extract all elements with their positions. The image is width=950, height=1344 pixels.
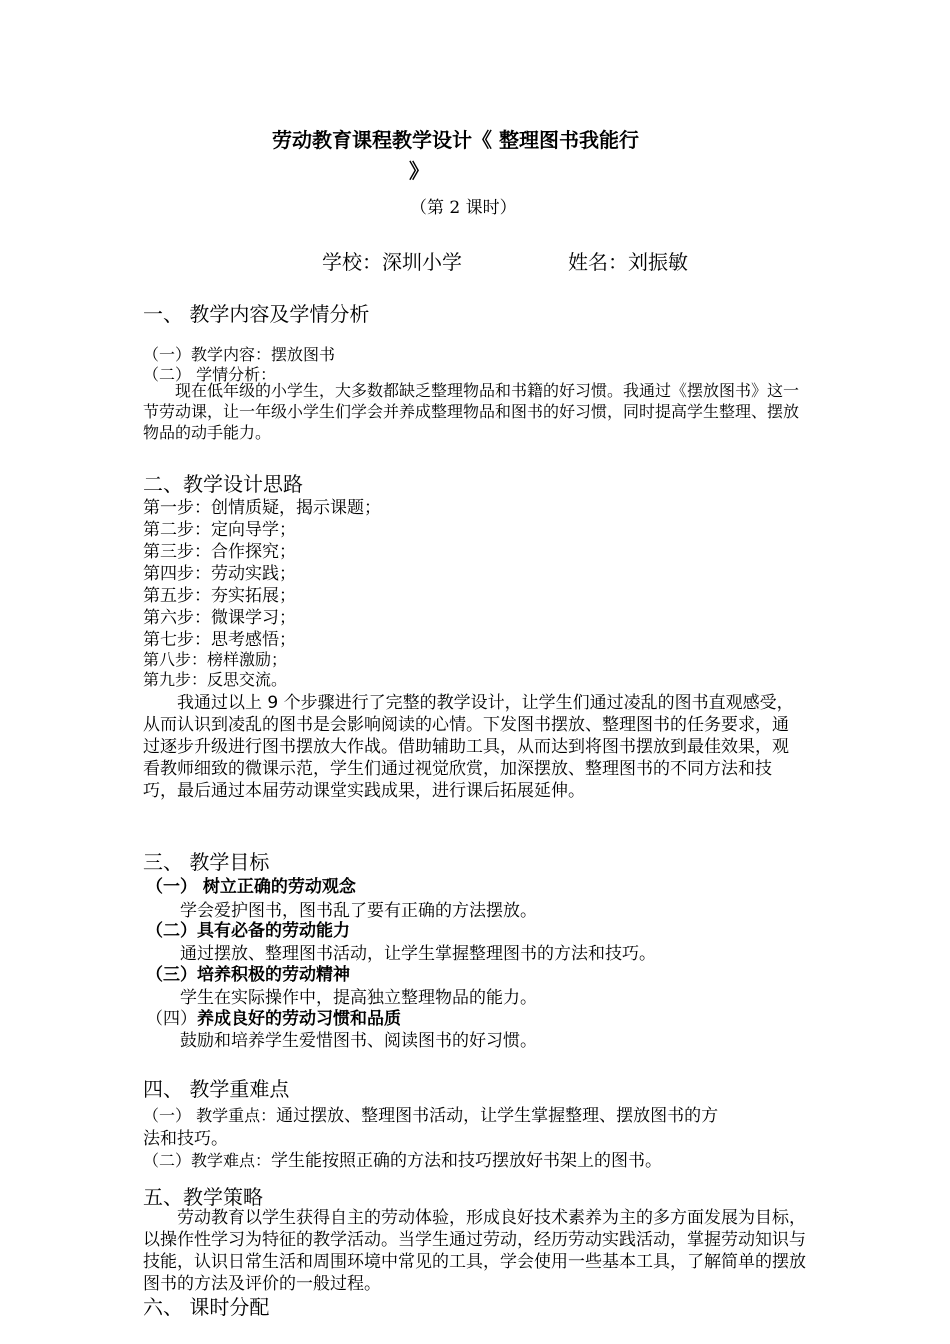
lesson-number: （第 2 课时） xyxy=(410,198,517,218)
step-item: 第三步：合作探究； xyxy=(143,542,296,562)
author-name: 姓名：刘振敏 xyxy=(568,250,688,274)
goal-text: 通过摆放、整理图书活动，让学生掌握整理图书的方法和技巧。 xyxy=(180,944,656,964)
analysis-item: （二） 学情分析： xyxy=(143,365,277,384)
section-heading-2: 二、教学设计思路 xyxy=(143,472,303,496)
goal-label: （三）培养积极的劳动精神 xyxy=(146,965,350,985)
section-heading-5: 五、教学策略 xyxy=(143,1185,263,1209)
step-item: 第二步：定向导学； xyxy=(143,520,296,540)
step-item: 第五步：夯实拓展； xyxy=(143,586,296,606)
goal-text: 学会爱护图书，图书乱了要有正确的方法摆放。 xyxy=(180,901,537,921)
section-heading-6: 六、 课时分配 xyxy=(143,1295,270,1319)
step-item: 第九步：反思交流。 xyxy=(143,670,288,689)
step-item: 第七步：思考感悟； xyxy=(143,630,296,650)
step-item: 第四步：劳动实践； xyxy=(143,564,296,584)
key-point-text: 通过摆放、整理图书活动，让学生掌握整理、摆放图书的方 xyxy=(276,1106,719,1126)
key-point-prefix: （一） 教学重点： xyxy=(143,1106,277,1125)
school-label: 学校：深圳小学 xyxy=(322,250,462,274)
goal-text: 学生在实际操作中，提高独立整理物品的能力。 xyxy=(180,988,537,1008)
analysis-paragraph: 现在低年级的小学生，大多数都缺乏整理物品和书籍的好习惯。我通过《摆放图书》这一节劳动课，让一年级小学生们学会并养成整理物品和图书的好习惯，同时提高学生整理、摆放物品的动手能力。 xyxy=(143,381,800,442)
design-paragraph: 我通过以上 9 个步骤进行了完整的教学设计，让学生们通过凌乱的图书直观感受，从而认识到凌乱的图书是会影响阅读的心情。下发图书摆放、整理图书的任务要求，通过逐步升级进行图书摆放大作战。借助辅助工具，从而达到将图书摆放到最佳效果，观看教师细致的微课示范，学生们通过视觉欣赏，加深摆放、整理图书的不同方法和技巧，最后通过本届劳动课堂实践成果，进行课后拓展延伸。 xyxy=(143,693,794,801)
strategy-paragraph: 劳动教育以学生获得自主的劳动体验，形成良好技术素养为主的多方面发展为目标，以操作性学习为特征的教学活动。当学生通过劳动，经历劳动实践活动，掌握劳动知识与技能，认识日常生活和周围环境中常见的工具，学会使用一些基本工具，了解简单的摆放图书的方法及评价的一般过程。 xyxy=(143,1208,806,1294)
content-item: （一）教学内容：摆放图书 xyxy=(143,345,336,364)
step-item: 第六步：微课学习； xyxy=(143,608,296,628)
step-item: 第一步：创情质疑，揭示课题； xyxy=(143,498,381,518)
goal-label: （二）具有必备的劳动能力 xyxy=(146,921,350,941)
goal-text: 鼓励和培养学生爱惜图书、阅读图书的好习惯。 xyxy=(180,1031,537,1051)
section-heading-3: 三、 教学目标 xyxy=(143,850,270,874)
key-point xyxy=(143,1101,718,1126)
section-heading-4: 四、 教学重难点 xyxy=(143,1077,290,1101)
key-point-continuation: 法和技巧。 xyxy=(143,1129,228,1149)
document-title: 劳动教育课程教学设计《 整理图书我能行 xyxy=(272,128,639,152)
difficult-point xyxy=(143,1146,662,1171)
goal-label: （一） 树立正确的劳动观念 xyxy=(146,877,356,897)
step-item: 第八步：榜样激励； xyxy=(143,650,288,669)
goal-label-title: 养成良好的劳动习惯和品质 xyxy=(197,1009,401,1029)
difficult-point-text: 学生能按照正确的方法和技巧摆放好书架上的图书。 xyxy=(271,1151,663,1171)
section-heading-1: 一、 教学内容及学情分析 xyxy=(143,302,370,326)
difficult-point-prefix: （二）教学难点： xyxy=(143,1151,272,1170)
document-title-continuation: 》 xyxy=(409,159,429,183)
goal-label-prefix: （四） xyxy=(146,1009,197,1029)
